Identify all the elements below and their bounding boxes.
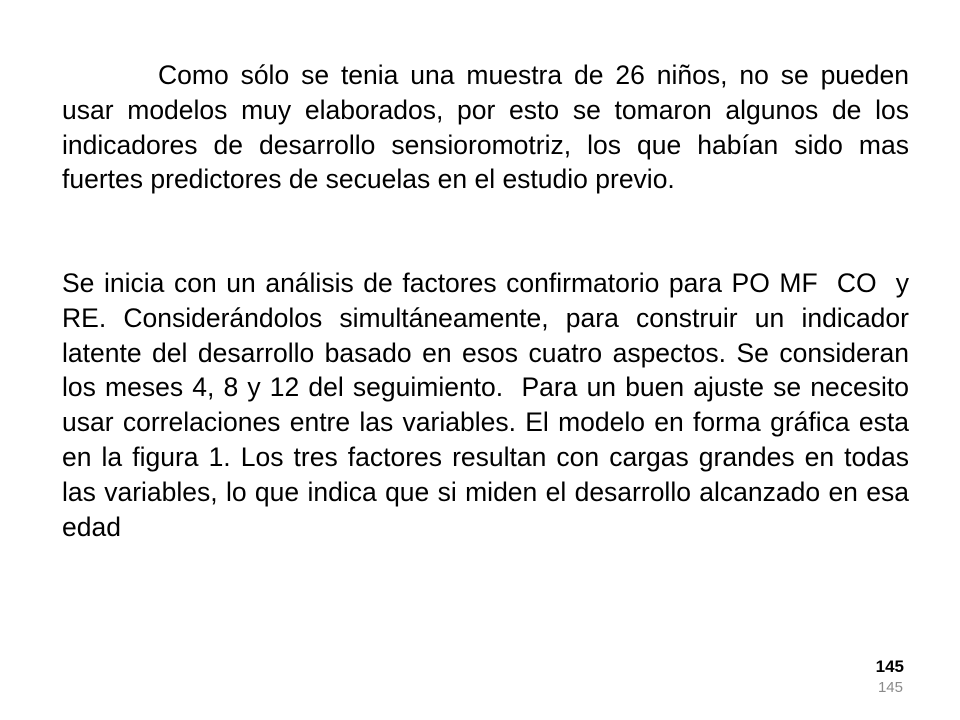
paragraph-analysis: Se inicia con un análisis de factores confirmatorio para PO MF CO y RE. Considerándolos simultáneamente, para construir un indicador latente del desarrollo basado en esos cuatro aspectos. Se consideran los meses 4, 8 y 12 del seguimiento. Para un buen ajuste se necesito usar correlaciones entre las variables. El modelo en forma gráfica esta en la figura 1. Los tres factores resultan con cargas grandes en todas las variables, lo que indica que si miden el desarrollo alcanzado en esa edad: [62, 268, 932, 542]
slide-number: 145: [877, 679, 903, 696]
page-number: 145: [875, 657, 904, 676]
paragraph-intro: Como sólo se tenia una muestra de 26 niños, no se pueden usar modelos muy elaborados, por esto se tomaron algunos de los indicadores de desarrollo sensioromotriz, los que habían sido mas fuertes predictores de secuelas en el estudio previo.: [62, 60, 917, 195]
